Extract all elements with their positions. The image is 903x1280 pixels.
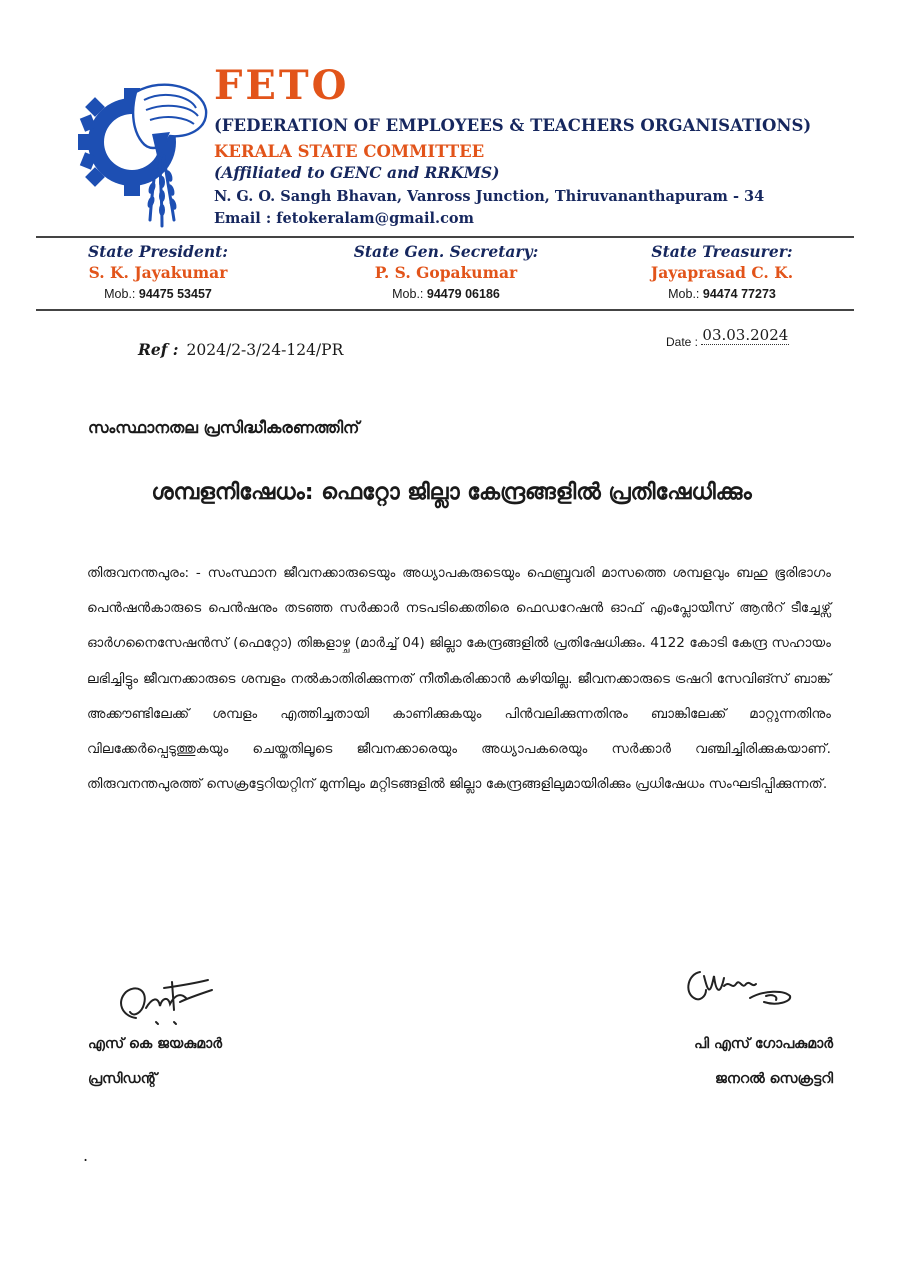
office-mobile: Mob.: 94474 77273	[668, 287, 776, 301]
committee-name: KERALA STATE COMMITTEE	[214, 142, 485, 161]
publication-note: സംസ്ഥാനതല പ്രസിദ്ധീകരണത്തിന്	[88, 418, 360, 437]
reference-label: Ref :	[138, 340, 179, 359]
office-bearer-treasurer	[612, 242, 832, 304]
reference	[138, 340, 343, 359]
office-name: S. K. Jayakumar	[88, 263, 228, 282]
date-value: 03.03.2024	[702, 326, 789, 344]
secretary-role: ജനറൽ സെക്രട്ടറി	[715, 1071, 833, 1087]
office-title: State Treasurer:	[651, 242, 793, 261]
office-mobile: Mob.: 94475 53457	[104, 287, 212, 301]
office-bearer-president	[48, 242, 268, 304]
office-name: P. S. Gopakumar	[374, 263, 518, 282]
footer-mark: .	[83, 1146, 89, 1165]
office-mobile: Mob.: 94479 06186	[392, 287, 500, 301]
address: N. G. O. Sangh Bhavan, Vanross Junction, Thiruvananthapuram - 34	[214, 188, 765, 205]
date	[666, 326, 789, 351]
office-bearer-secretary	[336, 242, 556, 304]
date-label: Date :	[666, 335, 699, 349]
org-short-name: FETO	[214, 62, 350, 109]
reference-value: 2024/2-3/24-124/PR	[186, 341, 344, 359]
office-title: State President:	[88, 242, 228, 261]
org-full-name: (FEDERATION OF EMPLOYEES & TEACHERS ORGANISATIONS)	[214, 116, 812, 135]
email: Email : fetokeralam@gmail.com	[214, 210, 474, 227]
headline: ശമ്പളനിഷേധം: ഫെറ്റോ ജില്ലാ കേന്ദ്രങ്ങളിൽ പ്രതിഷേധിക്കും	[151, 480, 752, 505]
header-divider-top	[36, 236, 854, 238]
office-title: State Gen. Secretary:	[353, 242, 539, 261]
president-signature	[108, 968, 228, 1032]
body-paragraph: തിരുവനന്തപുരം: - സംസ്ഥാന ജീവനക്കാരുടെയും അധ്യാപകരുടെയും ഫെബ്രുവരി മാസത്തെ ശമ്പളവും ബഹു ഭൂരിഭാഗം പെൻഷൻകാരുടെ പെൻഷനും തടഞ്ഞ സർക്കാർ നടപടിക്കെതിരെ ഫെഡറേഷൻ ഓഫ് എംപ്ലോയീസ് ആൻറ് ടീച്ചേഴ്സ് ഓർഗനൈസേഷൻസ് (ഫെറ്റോ) തിങ്കളാഴ്ച (മാർച്ച് 04) ജില്ലാ കേന്ദ്രങ്ങളിൽ പ്രതിഷേധിക്കും. 4122 കോടി കേന്ദ്ര സഹായം ലഭിച്ചിട്ടും ജീവനക്കാരുടെ ശമ്പളം നൽകാതിരിക്കുന്നത് നീതീകരിക്കാൻ കഴിയില്ല. ജീവനക്കാരുടെ ട്രഷറി സേവിങ്സ് ബാങ്ക് അക്കൗണ്ടിലേക്ക് ശമ്പളം എത്തിച്ചതായി കാണിക്കുകയും പിൻവലിക്കുന്നതിനും ബാങ്കിലേക്ക് മാറ്റുന്നതിനും വിലക്കേർപ്പെടുത്തുകയും ചെയ്തതിലൂടെ ജീവനക്കാരെയും അധ്യാപകരെയും സർക്കാർ വഞ്ചിച്ചിരിക്കുകയാണ്. തിരുവനന്തപുരത്ത് സെക്രട്ടേറിയറ്റിന് മുന്നിലും മറ്റിടങ്ങളിൽ ജില്ലാ കേന്ദ്രങ്ങളിലുമായിരിക്കും പ്രധിഷേധം സംഘടിപ്പിക്കുന്നത്.	[87, 565, 831, 793]
feto-logo	[74, 70, 214, 230]
secretary-name: പി എസ് ഗോപകുമാർ	[694, 1036, 833, 1052]
president-name: എസ് കെ ജയകുമാർ	[88, 1036, 223, 1052]
office-name: Jayaprasad C. K.	[650, 263, 794, 282]
secretary-signature	[680, 962, 800, 1012]
affiliation: (Affiliated to GENC and RRKMS)	[214, 163, 500, 182]
header-divider-bottom	[36, 309, 854, 311]
president-role: പ്രസിഡന്റ്	[88, 1071, 158, 1087]
